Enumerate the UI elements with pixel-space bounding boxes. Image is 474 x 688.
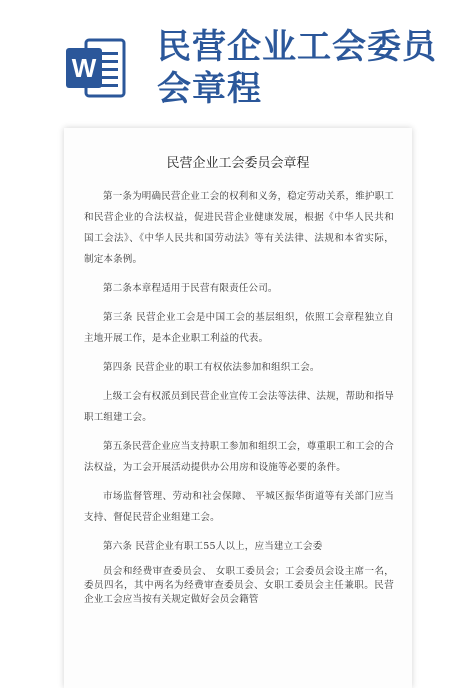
header-banner: [0, 0, 474, 128]
word-icon-letter: W: [71, 53, 97, 83]
document-page: [64, 128, 412, 688]
document-title: 民营企业工会委员会章程: [166, 156, 310, 171]
document-body: [84, 186, 394, 615]
article-6-paragraph: 第六条 民营企业有职工55人以上，应当建立工会委: [103, 541, 323, 552]
article-5-continued-paragraph: 市场监督管理、劳动和社会保障、 平城区振华街道等有关部门应当支持、督促民营企业组建工会。: [84, 491, 394, 523]
article-5-paragraph: 第五条民营企业应当支持职工参加和组织工会，尊重职工和工会的合法权益，为工会开展活动提供办公用房和设施等必要的条件。: [84, 441, 395, 473]
word-document-icon: [64, 36, 128, 100]
article-2-paragraph: 第二条本章程适用于民营有限责任公司。: [103, 283, 278, 294]
article-6-continued-paragraph: 员会和经费审查委员会、 女职工委员会；工会委员会设主席一名，委员四名，其中两名为经费审查委员会、女职工委员会主任兼职。民营企业工会应当按有关规定做好会员会籍管: [84, 566, 394, 605]
article-4-continued-paragraph: 上级工会有权派员到民营企业宣传工会法等法律、法规，帮助和指导职工组建工会。: [84, 391, 395, 423]
article-4-paragraph: 第四条 民营企业的职工有权依法参加和组织工会。: [103, 362, 320, 373]
banner-title: 民营企业工会委员会章程: [157, 27, 437, 109]
article-1-paragraph: 第一条为明确民营企业工会的权利和义务，稳定劳动关系，维护职工和民营企业的合法权益，促进民营企业健康发展，根据《中华人民共和国工会法》、《中华人民共和国劳动法》等有关法律、法规和本省实际，制定本条例。: [84, 191, 395, 265]
article-3-paragraph: 第三条 民营企业工会是中国工会的基层组织，依照工会章程独立自主地开展工作，是本企业职工利益的代表。: [84, 312, 394, 344]
